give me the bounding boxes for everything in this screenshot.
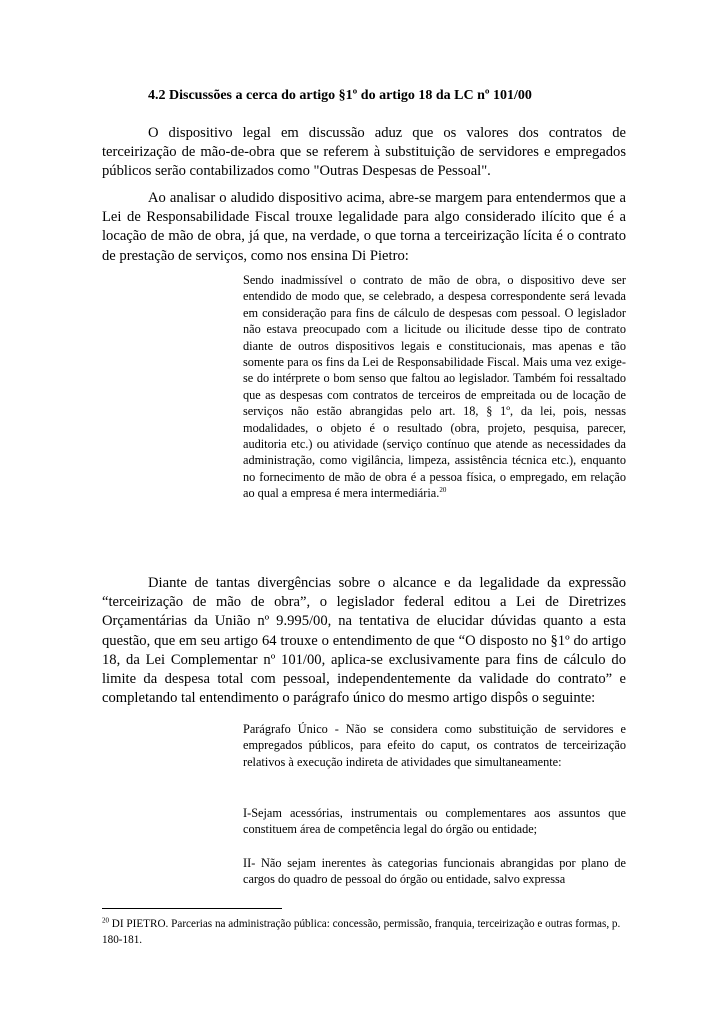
paragraph-2: Ao analisar o aludido dispositivo acima, abre-se margem para entendermos que a Lei de Responsabilidade Fiscal trouxe legalidade para algo considerado ilícito que é a locação de mão de obra, já que, na verdade, o que torna a terceirização lícita é o contrato de prestação de serviços, como nos ensina Di Pietro:	[102, 190, 626, 264]
paragraph-1: O dispositivo legal em discussão aduz que os valores dos contratos de terceirização de mão-de-obra que se referem à substituição de servidores e empregados públicos serão contabilizados como "Outras Despesas de Pessoal".	[102, 125, 626, 180]
footnote-divider	[102, 908, 282, 909]
paragraph-3: Diante de tantas divergências sobre o alcance e da legalidade da expressão “terceirização de mão de obra”, o legislador federal editou a Lei de Diretrizes Orçamentárias da União nº 9.995/00, na tentativa de elucidar dúvidas quanto a esta questão, que em seu artigo 64 trouxe o entendimento de que “O disposto no §1º do artigo 18, da Lei Complementar nº 101/00, aplica-se exclusivamente para fins de cálculo do limite da despesa total com pessoal, independentemente da validade do contrato” e completando tal entendimento o parágrafo único do mesmo artigo dispôs o seguinte:	[102, 575, 626, 707]
block-quote-paragrafo-unico: Parágrafo Único - Não se considera como substituição de servidores e empregados públicos, para efeito do caput, os contratos de terceirização relativos à execução indireta de atividades que simultaneamente:	[243, 722, 626, 769]
block-quote-text: Sendo inadmissível o contrato de mão de obra, o dispositivo deve ser entendido de modo que, se celebrado, a despesa correspondente será levada em consideração para fins de cálculo de despesas com pessoal. O legislador não estava preocupado com a licitude ou ilicitude desse tipo de contrato diante de outros dispositivos legais e constitucionais, mas apenas e tão somente para os fins da Lei de Responsabilidade Fiscal. Mais uma vez exige-se do intérprete o bom senso que faltou ao legislador. Também foi ressaltado que as despesas com contratos de terceiros de empreitada ou de locação de serviços não estão abrangidas pelo art. 18, § 1º, da lei, pois, nessas modalidades, o objeto é o resultado (obra, projeto, pesquisa, parecer, auditoria etc.) ou atividade (serviço contínuo que atende as necessidades da administração, como vigilância, limpeza, assistência técnica etc.), enquanto no fornecimento de mão de obra é a pessoa física, o empregado, em relação ao qual a empresa é mera intermediária.	[243, 273, 626, 501]
block-quote-item-i: I-Sejam acessórias, instrumentais ou complementares aos assuntos que constituem área de competência legal do órgão ou entidade;	[243, 806, 626, 837]
footnote-reference[interactable]: 20	[439, 486, 447, 495]
footnote-text: DI PIETRO. Parcerias na administração pública: concessão, permissão, franquia, terceirização e outras formas, p. 180-181.	[102, 918, 621, 946]
block-quote-di-pietro	[243, 272, 626, 502]
footnote	[102, 916, 626, 948]
section-heading: 4.2 Discussões a cerca do artigo §1º do artigo 18 da LC nº 101/00	[148, 88, 532, 103]
block-quote-item-ii: II- Não sejam inerentes às categorias funcionais abrangidas por plano de cargos do quadro de pessoal do órgão ou entidade, salvo expressa	[243, 856, 626, 887]
footnote-number: 20	[102, 916, 109, 925]
